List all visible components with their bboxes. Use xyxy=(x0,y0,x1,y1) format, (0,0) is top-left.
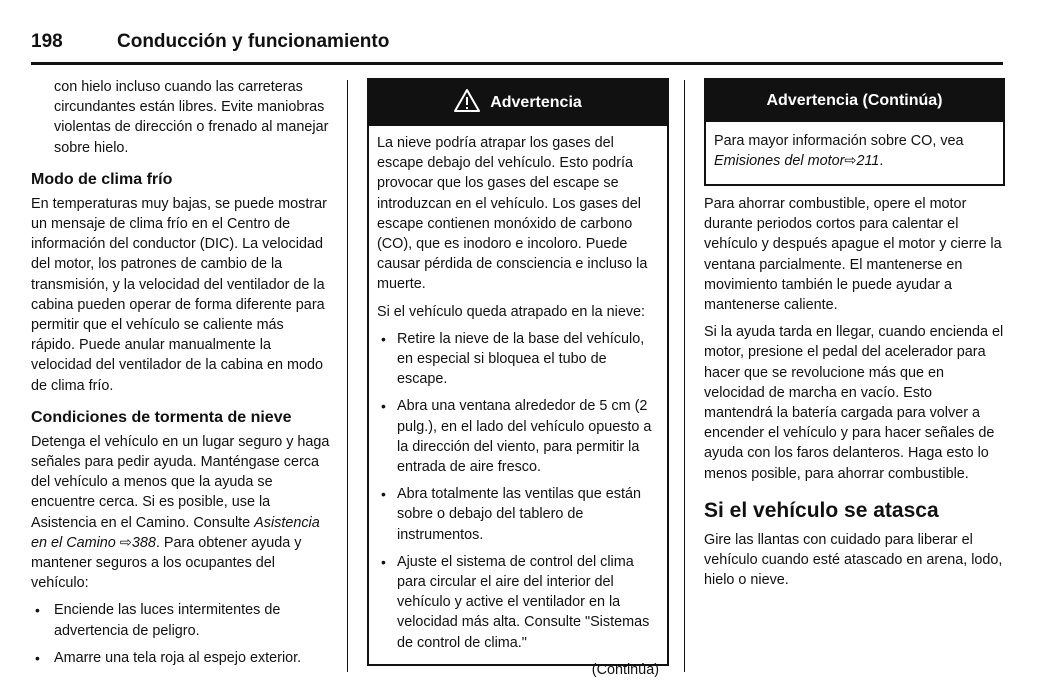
stuck-vehicle-heading: Si el vehículo se atasca xyxy=(704,498,939,522)
warning-body xyxy=(369,126,667,680)
continued-label: (Continúa) xyxy=(591,661,659,678)
header-rule xyxy=(31,62,1003,65)
snowstorm-heading: Condiciones de tormenta de nieve xyxy=(31,408,292,426)
warning-bullets xyxy=(377,329,659,653)
page-header xyxy=(31,31,1003,61)
warning-paragraph: La nieve podría atrapar los gases del escape debajo del vehículo. Esto podría provocar que los gases del escape se introduzcan en el vehículo. Los gases del escape contienen monóxido de carbono (CO), que es inodoro e incoloro. Puede causar pérdida de consciencia e incluso la muerte. xyxy=(377,135,648,293)
section-title: Conducción y funcionamiento xyxy=(117,31,390,52)
cold-mode-paragraph: En temperaturas muy bajas, se puede mostrar un mensaje de clima frío en el Centro de información del conductor (DIC). La velocidad del motor, los patrones de cambio de la transmisión, y la velocidad del ventilador de la cabina pueden operar de forma diferente para permitir que el vehículo se caliente más rápido. Puede anular manualmente la velocidad del ventilador de la cabina en modo de clima frío. xyxy=(31,195,327,394)
list-item: • Retire la nieve de la base del vehículo, en especial si bloquea el tubo de escape. xyxy=(377,329,659,390)
trapped-intro: Si el vehículo queda atrapado en la nieve: xyxy=(377,303,646,320)
column-divider-left xyxy=(347,80,348,672)
cold-mode-heading: Modo de clima frío xyxy=(31,170,173,188)
column-right xyxy=(704,194,1004,597)
column-left xyxy=(31,77,331,675)
warning-box xyxy=(367,78,669,678)
stuck-vehicle-paragraph: Gire las llantas con cuidado para liberar el vehículo cuando esté atascado en arena, lodo, hielo o nieve. xyxy=(704,531,1003,589)
fuel-saving-paragraph: Para ahorrar combustible, opere el motor durante periodos cortos para calentar el vehículo y después apague el motor y cierre la ventana parcialmente. El mantenerse en movimiento también le puede ayudar a mantenerse caliente. xyxy=(704,196,1002,314)
co-info-text: Para mayor información sobre CO, vea xyxy=(714,133,964,149)
warning-continued-title: Advertencia (Continúa) xyxy=(766,92,943,109)
roadside-assistance-page[interactable]: 388 xyxy=(131,534,156,551)
warning-continued-header xyxy=(706,80,1003,122)
engine-emissions-page[interactable]: 211 xyxy=(856,153,880,170)
list-item: • Ajuste el sistema de control del clima para circular el aire del interior del vehículo y active el ventilador en la velocidad más alta. Consulte "Sistemas de control de clima." xyxy=(377,552,659,653)
co-info-paragraph xyxy=(714,131,995,171)
page-ref-arrow-icon: ⇨ xyxy=(844,153,857,170)
help-delay-paragraph: Si la ayuda tarda en llegar, cuando encienda el motor, presione el pedal del acelerador para hacer que se revolucione más que en velocidad de marcha en vacío. Esto mantendrá la batería cargada para volver a encender el vehículo y para hacer señales de ayuda con los faros delanteros. Haga esto lo menos posible, para ahorrar combustible. xyxy=(704,324,1004,482)
page-ref-arrow-icon: ⇨ xyxy=(119,534,132,551)
list-item: • Abra totalmente las ventilas que están sobre o debajo del tablero de instrumentos. xyxy=(377,484,659,545)
roadside-assistance-link[interactable]: Asistencia en el Camino xyxy=(31,514,320,551)
list-item: • Enciende las luces intermitentes de advertencia de peligro. xyxy=(31,600,331,640)
warning-title: Advertencia xyxy=(490,94,582,111)
warning-continued-body xyxy=(706,122,1003,171)
engine-emissions-link[interactable]: Emisiones del motor xyxy=(714,153,845,170)
list-item: • Amarre una tela roja al espejo exterior. xyxy=(31,648,331,668)
warning-header xyxy=(369,80,667,126)
page-number: 198 xyxy=(31,31,63,52)
list-item: • Abra una ventana alrededor de 5 cm (2 pulg.), en el lado del vehículo opuesto a la dirección del viento, para permitir la entrada de aire fresco. xyxy=(377,396,659,477)
warning-continued-box xyxy=(704,78,1005,186)
snowstorm-text-2: . Para obtener ayuda y mantener seguros a los ocupantes del vehículo: xyxy=(31,534,302,592)
warning-triangle-icon xyxy=(454,89,480,117)
snowstorm-paragraph xyxy=(31,432,331,594)
column-divider-right xyxy=(684,80,685,672)
snowstorm-bullets xyxy=(31,600,331,668)
ice-paragraph: con hielo incluso cuando las carreteras circundantes están libres. Evite maniobras violentas de dirección o frenado al manejar sobre hielo. xyxy=(54,79,329,156)
co-info-end: . xyxy=(879,153,884,170)
snowstorm-text-1: Detenga el vehículo en un lugar seguro y haga señales para pedir ayuda. Manténgase cerca del vehículo a menos que la ayuda se encuentre cerca. Si es posible, use la Asistencia en el Camino. Consulte xyxy=(31,433,330,531)
